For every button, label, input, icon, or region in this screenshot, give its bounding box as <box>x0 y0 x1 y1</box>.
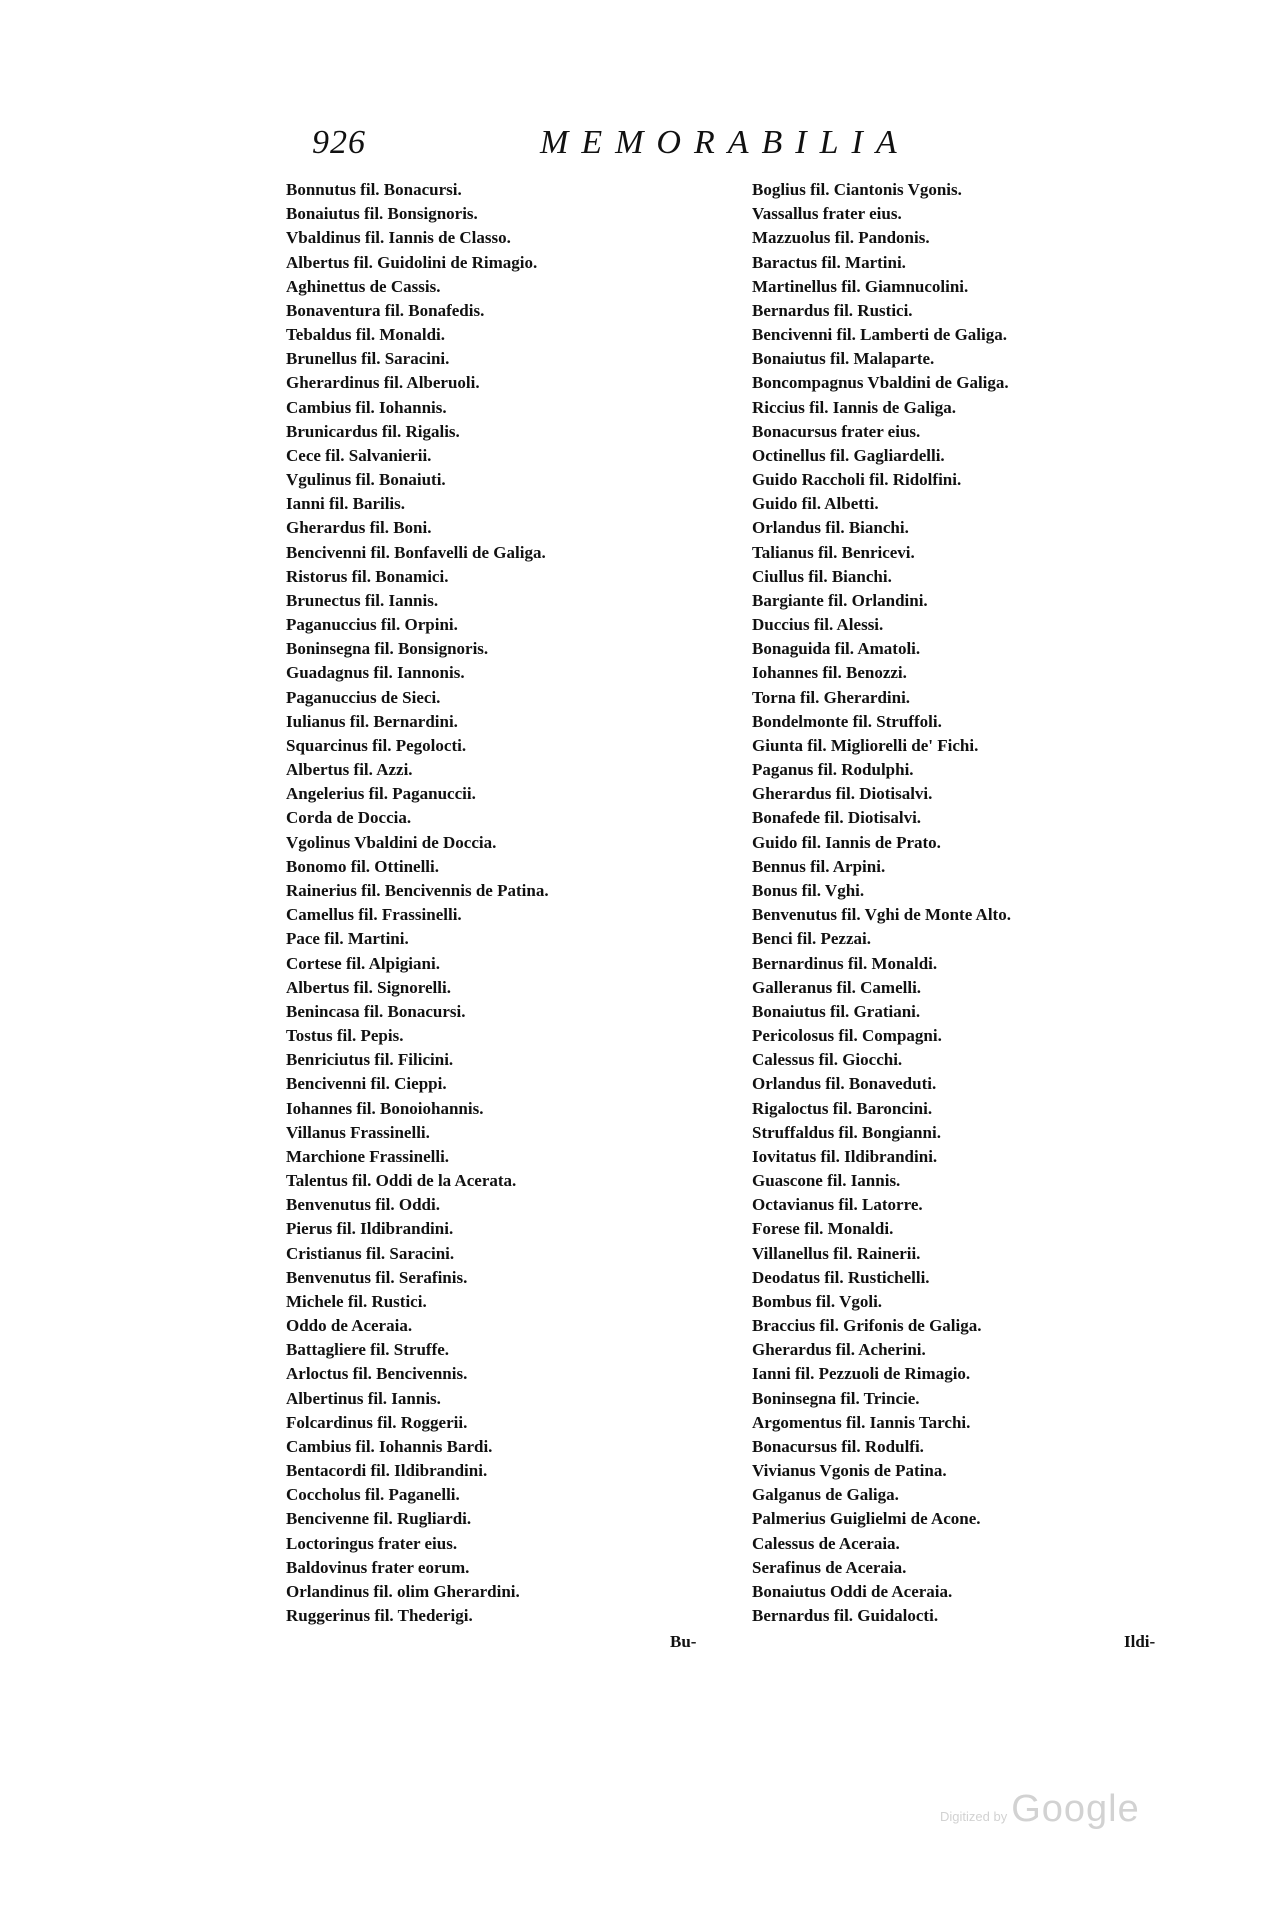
name-entry: Octavianus fil. Latorre. <box>752 1195 923 1215</box>
name-entry: Guadagnus fil. Iannonis. <box>286 663 465 683</box>
name-entry: Battagliere fil. Struffe. <box>286 1340 450 1360</box>
name-entry: Corda de Doccia. <box>286 808 412 828</box>
name-entry: Pace fil. Martini. <box>286 929 409 949</box>
name-entry: Galleranus fil. Camelli. <box>752 977 922 997</box>
name-entry: Palmerius Guiglielmi de Acone. <box>752 1509 981 1529</box>
name-entry: Coccholus fil. Paganelli. <box>286 1485 460 1505</box>
name-entry: Ciullus fil. Bianchi. <box>752 566 892 586</box>
name-entry: Bonaventura fil. Bonafedis. <box>286 300 485 320</box>
running-head: MEMORABILIA <box>540 124 910 161</box>
name-entry: Tebaldus fil. Monaldi. <box>286 325 446 345</box>
name-entry: Brunicardus fil. Rigalis. <box>286 421 460 441</box>
name-entry: Pericolosus fil. Compagni. <box>752 1026 942 1046</box>
name-entry: Boninsegna fil. Bonsignoris. <box>286 639 489 659</box>
watermark-prefix: Digitized by <box>940 1809 1008 1824</box>
name-entry: Albertus fil. Signorelli. <box>286 977 451 997</box>
name-entry: Bernardinus fil. Monaldi. <box>752 953 938 973</box>
name-entry: Michele fil. Rustici. <box>286 1291 427 1311</box>
name-entry: Benci fil. Pezzai. <box>752 929 871 949</box>
name-entry: Gherardus fil. Acherini. <box>752 1340 926 1360</box>
name-entry: Vgulinus fil. Bonaiuti. <box>286 470 446 490</box>
name-entry: Iohannes fil. Benozzi. <box>752 663 907 683</box>
name-entry: Albertus fil. Guidolini de Rimagio. <box>286 252 538 272</box>
name-entry: Riccius fil. Iannis de Galiga. <box>752 397 957 417</box>
name-entry: Bonafede fil. Diotisalvi. <box>752 808 922 828</box>
name-entry: Albertinus fil. Iannis. <box>286 1388 441 1408</box>
name-entry: Aghinettus de Cassis. <box>286 276 441 296</box>
name-entry: Bondelmonte fil. Struffoli. <box>752 711 942 731</box>
catchword-middle: Bu- <box>670 1632 697 1651</box>
name-entry: Vivianus Vgonis de Patina. <box>752 1461 947 1481</box>
name-entry: Cortese fil. Alpigiani. <box>286 953 440 973</box>
name-entry: Ruggerinus fil. Thederigi. <box>286 1606 473 1626</box>
name-entry: Paganuccius fil. Orpini. <box>286 615 458 635</box>
name-entry: Orlandus fil. Bonaveduti. <box>752 1074 937 1094</box>
name-entry: Deodatus fil. Rustichelli. <box>752 1267 930 1287</box>
name-entry: Ianni fil. Barilis. <box>286 494 406 514</box>
name-entry: Talianus fil. Benricevi. <box>752 542 915 562</box>
name-entry: Bencivenni fil. Cieppi. <box>286 1074 447 1094</box>
name-entry: Cambius fil. Iohannis. <box>286 397 447 417</box>
name-entry: Iohannes fil. Bonoiohannis. <box>286 1098 484 1118</box>
name-entry: Argomentus fil. Iannis Tarchi. <box>752 1412 971 1432</box>
name-entry: Bentacordi fil. Ildibrandini. <box>286 1461 488 1481</box>
name-entry: Boncompagnus Vbaldini de Galiga. <box>752 373 1009 393</box>
name-entry: Octinellus fil. Gagliardelli. <box>752 445 945 465</box>
name-entry: Bonaiutus fil. Bonsignoris. <box>286 204 478 224</box>
name-entry: Bonaguida fil. Amatoli. <box>752 639 921 659</box>
name-entry: Rainerius fil. Bencivennis de Patina. <box>286 880 549 900</box>
name-entry: Villanus Frassinelli. <box>286 1122 430 1142</box>
catchword-right: Ildi- <box>1124 1632 1156 1651</box>
name-entry: Bombus fil. Vgoli. <box>752 1291 883 1311</box>
name-entry: Bencivenni fil. Lamberti de Galiga. <box>752 325 1007 345</box>
name-entry: Talentus fil. Oddi de la Acerata. <box>286 1171 517 1191</box>
name-entry: Folcardinus fil. Roggerii. <box>286 1412 468 1432</box>
name-entry: Calessus fil. Giocchi. <box>752 1050 903 1070</box>
name-entry: Gherardinus fil. Alberuoli. <box>286 373 480 393</box>
name-entry: Vbaldinus fil. Iannis de Classo. <box>286 228 511 248</box>
name-entry: Duccius fil. Alessi. <box>752 615 884 635</box>
page-number: 926 <box>312 124 366 161</box>
name-entry: Guido fil. Albetti. <box>752 494 879 514</box>
watermark-brand: Google <box>1011 1788 1140 1830</box>
name-entry: Oddo de Aceraia. <box>286 1316 413 1336</box>
name-entry: Cristianus fil. Saracini. <box>286 1243 455 1263</box>
name-entry: Iulianus fil. Bernardini. <box>286 711 458 731</box>
name-entry: Baldovinus frater eorum. <box>286 1557 470 1577</box>
name-entry: Benriciutus fil. Filicini. <box>286 1050 454 1070</box>
name-entry: Bonnutus fil. Bonacursi. <box>286 180 462 199</box>
name-entry: Martinellus fil. Giamnucolini. <box>752 276 969 296</box>
name-entry: Arloctus fil. Bencivennis. <box>286 1364 468 1384</box>
name-entry: Forese fil. Monaldi. <box>752 1219 894 1239</box>
name-entry: Angelerius fil. Paganuccii. <box>286 784 476 804</box>
left-column <box>286 178 706 1628</box>
name-entry: Squarcinus fil. Pegolocti. <box>286 735 467 755</box>
name-entry: Ristorus fil. Bonamici. <box>286 566 449 586</box>
name-entry: Serafinus de Aceraia. <box>752 1557 907 1577</box>
name-entry: Ianni fil. Pezzuoli de Rimagio. <box>752 1364 971 1384</box>
name-entry: Boninsegna fil. Trincie. <box>752 1388 920 1408</box>
name-entry: Orlandinus fil. olim Gherardini. <box>286 1581 520 1601</box>
name-entry: Vassallus frater eius. <box>752 204 902 224</box>
name-entry: Bonaiutus fil. Malaparte. <box>752 349 935 369</box>
name-entry: Bennus fil. Arpini. <box>752 856 886 876</box>
name-entry: Bonomo fil. Ottinelli. <box>286 856 439 876</box>
name-entry: Bencivenne fil. Rugliardi. <box>286 1509 472 1529</box>
name-entry: Vgolinus Vbaldini de Doccia. <box>286 832 497 852</box>
name-entry: Brunectus fil. Iannis. <box>286 590 439 610</box>
name-entry: Calessus de Aceraia. <box>752 1533 900 1553</box>
name-entry: Boglius fil. Ciantonis Vgonis. <box>752 180 962 199</box>
name-entry: Cece fil. Salvanierii. <box>286 445 432 465</box>
name-entry: Orlandus fil. Bianchi. <box>752 518 909 538</box>
name-entry: Bonaiutus fil. Gratiani. <box>752 1001 921 1021</box>
digitized-watermark <box>940 1788 1140 1831</box>
name-entry: Bonacursus frater eius. <box>752 421 921 441</box>
name-entry: Bargiante fil. Orlandini. <box>752 590 928 610</box>
name-entry: Benvenutus fil. Oddi. <box>286 1195 440 1215</box>
name-entry: Torna fil. Gherardini. <box>752 687 911 707</box>
name-entry: Guido Raccholi fil. Ridolfini. <box>752 470 962 490</box>
name-entry: Bonacursus fil. Rodulfi. <box>752 1436 924 1456</box>
name-entry: Marchione Frassinelli. <box>286 1146 450 1166</box>
name-entry: Iovitatus fil. Ildibrandini. <box>752 1146 938 1166</box>
name-entry: Gherardus fil. Boni. <box>286 518 432 538</box>
name-entry: Pierus fil. Ildibrandini. <box>286 1219 454 1239</box>
name-entry: Bernardus fil. Rustici. <box>752 300 913 320</box>
name-entry: Galganus de Galiga. <box>752 1485 899 1505</box>
name-entry: Struffaldus fil. Bongianni. <box>752 1122 941 1142</box>
name-entry: Paganus fil. Rodulphi. <box>752 760 914 780</box>
name-entry: Bernardus fil. Guidalocti. <box>752 1606 939 1626</box>
name-entry: Benincasa fil. Bonacursi. <box>286 1001 466 1021</box>
name-entry: Guido fil. Iannis de Prato. <box>752 832 941 852</box>
name-entry: Gherardus fil. Diotisalvi. <box>752 784 933 804</box>
name-entry: Benvenutus fil. Vghi de Monte Alto. <box>752 905 1011 925</box>
name-entry: Cambius fil. Iohannis Bardi. <box>286 1436 493 1456</box>
name-entry: Brunellus fil. Saracini. <box>286 349 450 369</box>
name-entry: Rigaloctus fil. Baroncini. <box>752 1098 933 1118</box>
name-entry: Loctoringus frater eius. <box>286 1533 458 1553</box>
name-entry: Bencivenni fil. Bonfavelli de Galiga. <box>286 542 546 562</box>
name-entry: Giunta fil. Migliorelli de' Fichi. <box>752 735 979 755</box>
name-entry: Bonaiutus Oddi de Aceraia. <box>752 1581 953 1601</box>
name-entry: Mazzuolus fil. Pandonis. <box>752 228 930 248</box>
name-entry: Paganuccius de Sieci. <box>286 687 441 707</box>
name-entry: Bonus fil. Vghi. <box>752 880 865 900</box>
name-entry: Baractus fil. Martini. <box>752 252 906 272</box>
name-entry: Villanellus fil. Rainerii. <box>752 1243 921 1263</box>
name-entry: Albertus fil. Azzi. <box>286 760 413 780</box>
name-entry: Benvenutus fil. Serafinis. <box>286 1267 468 1287</box>
name-entry: Braccius fil. Grifonis de Galiga. <box>752 1316 982 1336</box>
name-entry: Camellus fil. Frassinelli. <box>286 905 462 925</box>
right-column <box>752 178 1172 1628</box>
name-entry: Tostus fil. Pepis. <box>286 1026 404 1046</box>
name-entry: Guascone fil. Iannis. <box>752 1171 901 1191</box>
